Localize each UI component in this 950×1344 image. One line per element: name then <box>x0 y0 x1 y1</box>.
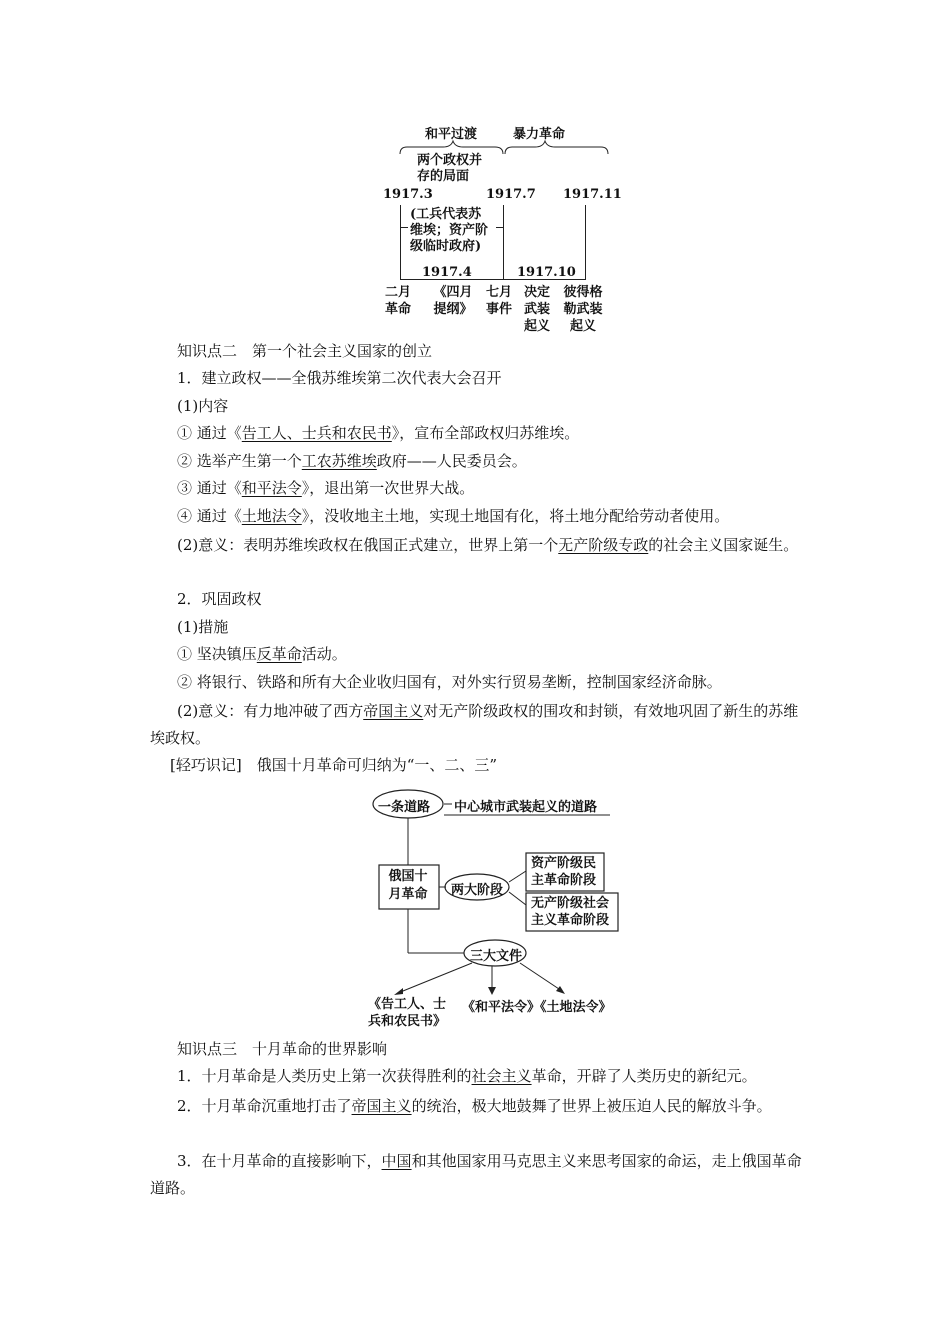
soviet-note-1: (工兵代表苏 <box>410 207 482 222</box>
label-dual-power-2: 存的局面 <box>417 169 470 184</box>
event-july-days: 七月 事件 <box>485 285 512 317</box>
date-1917-7: 1917.7 <box>486 187 536 202</box>
measure-2: ② 将银行、铁路和所有大企业收归国有，对外实行贸易垄断，控制国家经济命脉。 <box>177 673 722 691</box>
mindmap-center: 俄国十 月革命 <box>388 869 428 902</box>
date-1917-4: 1917.4 <box>422 265 472 280</box>
content-item-1: ① 通过《告工人、士兵和农民书》，宣布全部政权归苏维埃。 <box>177 424 580 442</box>
content-item-2: ② 选举产生第一个工农苏维埃政府——人民委员会。 <box>177 452 527 470</box>
event-february-revolution: 二月 革命 <box>384 285 411 317</box>
significance-1: (2)意义：表明苏维埃政权在俄国正式建立，世界上第一个无产阶级专政的社会主义国家诞生。 <box>177 536 799 554</box>
soviet-note-2: 维埃；资产阶 <box>410 223 489 238</box>
event-april-theses: 《四月 提纲》 <box>433 285 473 317</box>
label-violent-revolution: 暴力革命 <box>513 127 566 142</box>
measure-1: ① 坚决镇压反革命活动。 <box>177 645 347 663</box>
significance-2: (2)意义：有力地冲破了西方帝国主义对无产阶级政权的围攻和封锁，有效地巩固了新生的苏维埃政权。 <box>150 702 799 747</box>
date-1917-3: 1917.3 <box>383 187 433 202</box>
event-armed-uprising-decision: 决定 武装 起义 <box>523 285 550 334</box>
date-1917-10: 1917.10 <box>517 265 576 280</box>
mindmap-road: 一条道路 <box>378 800 431 815</box>
section3-title: 知识点三 十月革命的世界影响 <box>177 1040 388 1058</box>
mindmap-stage-1: 资产阶级民 主革命阶段 <box>531 856 597 888</box>
event-petrograd-uprising: 彼得格 勒武装 起义 <box>563 285 603 334</box>
impact-2: 2．十月革命沉重地打击了帝国主义的统治，极大地鼓舞了世界上被压迫人民的解放斗争。 <box>177 1097 772 1115</box>
section2-heading-2: 2．巩固政权 <box>177 590 262 608</box>
label-dual-power-1: 两个政权并 <box>417 153 483 168</box>
mindmap-doc-1: 《告工人、士 兵和农民书》 <box>368 997 447 1029</box>
section2-sub-1: (1)内容 <box>177 397 229 415</box>
memory-tip: [轻巧识记] 俄国十月革命可归纳为“一、二、三” <box>170 756 498 774</box>
section2-heading-1: 1．建立政权——全俄苏维埃第二次代表大会召开 <box>177 369 502 387</box>
section2-sub-2: (1)措施 <box>177 618 229 636</box>
label-peaceful-transition: 和平过渡 <box>425 127 478 142</box>
content-item-4: ④ 通过《土地法令》，没收地主土地，实现土地国有化，将土地分配给劳动者使用。 <box>177 507 730 525</box>
mindmap-docs: 三大文件 <box>470 949 523 964</box>
impact-3: 3．在十月革命的直接影响下，中国和其他国家用马克思主义来思考国家的命运，走上俄国革命道路。 <box>150 1152 802 1197</box>
section2-title: 知识点二 第一个社会主义国家的创立 <box>177 342 433 360</box>
mindmap-stage-2: 无产阶级社会 主义革命阶段 <box>531 896 610 928</box>
mindmap-road-desc: 中心城市武装起义的道路 <box>454 800 598 815</box>
content-item-3: ③ 通过《和平法令》，退出第一次世界大战。 <box>177 479 475 497</box>
mindmap-doc-2: 《和平法令》《土地法令》 <box>462 1000 612 1015</box>
mindmap-stages: 两大阶段 <box>451 883 504 898</box>
date-1917-11: 1917.11 <box>563 187 622 202</box>
impact-1: 1．十月革命是人类历史上第一次获得胜利的社会主义革命，开辟了人类历史的新纪元。 <box>177 1067 757 1085</box>
soviet-note-3: 级临时政府) <box>410 239 482 254</box>
